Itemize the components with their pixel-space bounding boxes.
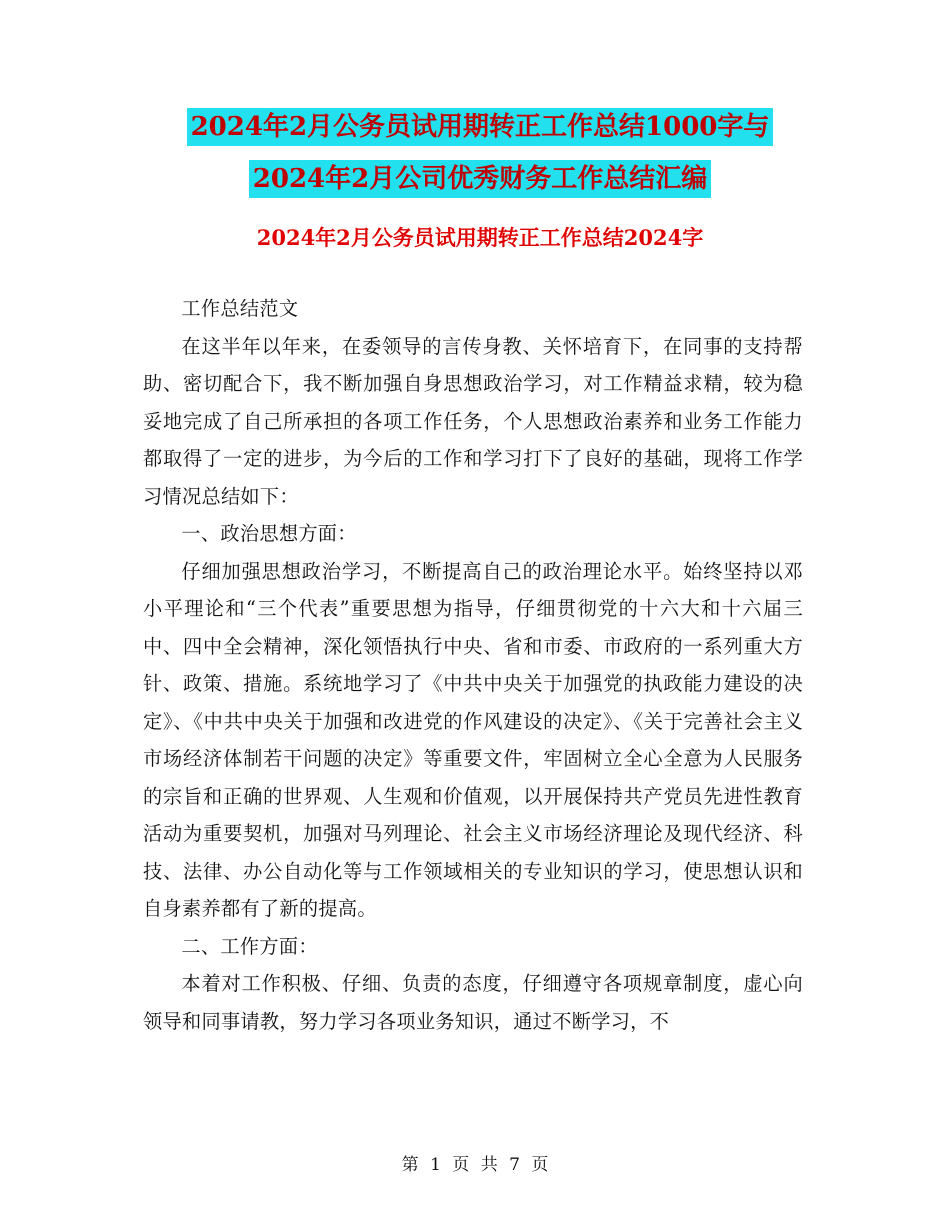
title-line-2: 2024年2月公司优秀财务工作总结汇编 (249, 160, 711, 198)
paragraph: 在这半年以年来，在委领导的言传身教、关怀培育下，在同事的支持帮助、密切配合下，我不断加强自身思想政治学习，对工作精益求精，较为稳妥地完成了自己所承担的各项工作任务，个人思想政治素养和业务工作能力都取得了一定的进步，为今后的工作和学习打下了良好的基础，现将工作学习情况总结如下： (143, 334, 803, 508)
section-title: 2024年2月公务员试用期转正工作总结2024字 (256, 225, 704, 250)
title-line-1: 2024年2月公务员试用期转正工作总结1000字与 (187, 108, 774, 146)
document-body (143, 290, 803, 1040)
paragraph: 一、政治思想方面： (181, 522, 357, 545)
paragraph: 仔细加强思想政治学习，不断提高自己的政治理论水平。始终坚持以邓小平理论和“三个代表”重要思想为指导，仔细贯彻党的十六大和十六届三中、四中全会精神，深化领悟执行中央、省和市委、市政府的一系列重大方针、政策、措施。系统地学习了《中共中央关于加强党的执政能力建设的决定》、《中共中央关于加强和改进党的作风建设的决定》、《关于完善社会主义市场经济体制若干问题的决定》等重要文件，牢固树立全心全意为人民服务的宗旨和正确的世界观、人生观和价值观，以开展保持共产党员先进性教育活动为重要契机，加强对马列理论、社会主义市场经济理论及现代经济、科技、法律、办公自动化等与工作领域相关的专业知识的学习，使思想认识和自身素养都有了新的提高。 (143, 559, 803, 920)
paragraph: 本着对工作积极、仔细、负责的态度，仔细遵守各项规章制度，虚心向领导和同事请教，努力学习各项业务知识，通过不断学习，不 (143, 972, 803, 1033)
page-number: 第 1 页 共 7 页 (401, 1155, 549, 1175)
paragraph: 工作总结范文 (181, 297, 299, 320)
paragraph: 二、工作方面： (181, 934, 318, 958)
document-title (140, 108, 820, 212)
